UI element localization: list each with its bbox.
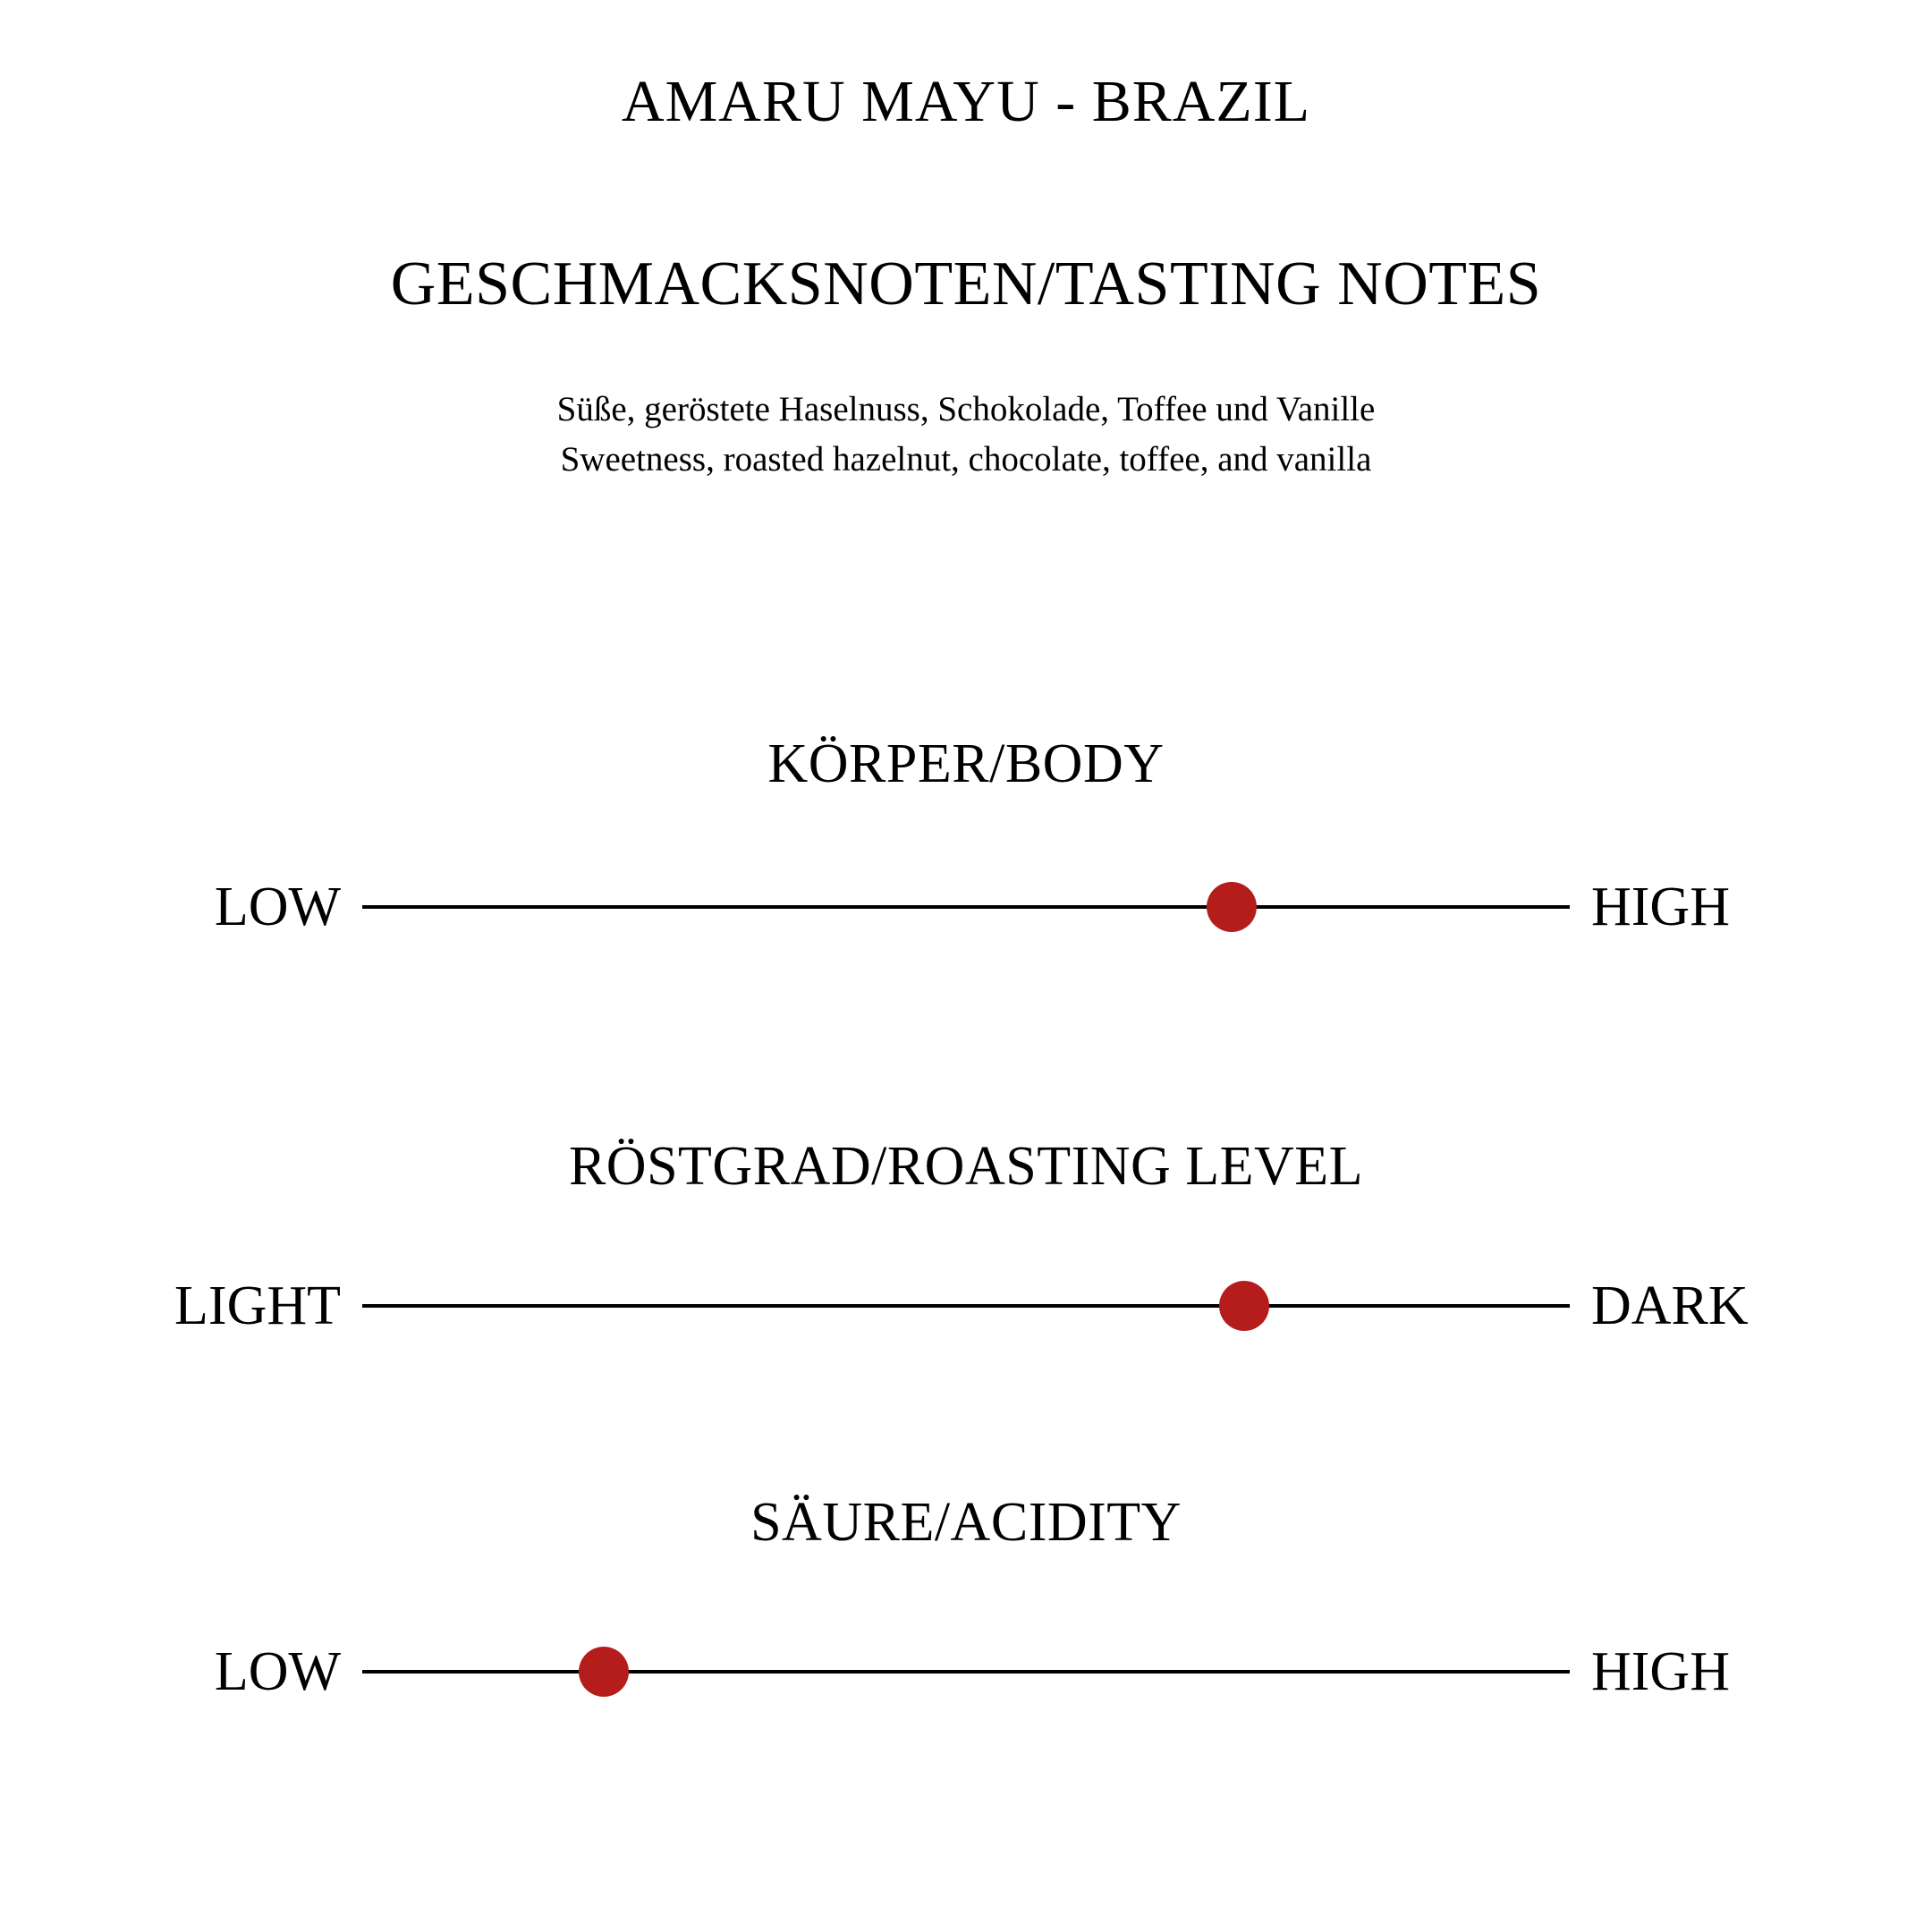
meter-body-left-label: LOW: [214, 877, 341, 938]
meter-roasting-level-row: [0, 1252, 1932, 1360]
page-title: AMARU MAYU - BRAZIL: [621, 69, 1311, 134]
meter-acidity-row: [0, 1618, 1932, 1725]
meter-body-row: [0, 853, 1932, 961]
tasting-notes: [0, 385, 1932, 486]
meter-acidity-track[interactable]: [362, 1618, 1570, 1725]
meter-acidity-right-label: HIGH: [1591, 1640, 1730, 1702]
meter-body-track[interactable]: [362, 853, 1570, 961]
meter-body-right-label: HIGH: [1591, 877, 1730, 938]
meter-roasting-level-marker[interactable]: [1219, 1281, 1269, 1331]
meter-body: [0, 733, 1932, 961]
meter-roasting-level: [0, 1136, 1932, 1360]
meter-roasting-level-label: RÖSTGRAD/ROASTING LEVEL: [568, 1136, 1364, 1198]
meter-acidity-left-label: LOW: [214, 1640, 341, 1702]
meter-roasting-level-track-line: [362, 1304, 1570, 1308]
section-title: GESCHMACKSNOTEN/TASTING NOTES: [390, 249, 1542, 318]
meter-acidity: [0, 1492, 1932, 1724]
tasting-notes-en: Sweetness, roasted hazelnut, chocolate, toffee, and vanilla: [560, 440, 1372, 479]
meter-acidity-label: SÄURE/ACIDITY: [750, 1492, 1182, 1554]
card-header: [0, 0, 1932, 486]
meter-roasting-level-left-label: LIGHT: [174, 1275, 341, 1337]
tasting-notes-de: Süße, geröstete Haselnuss, Schokolade, Toffee und Vanille: [556, 389, 1376, 428]
meter-body-marker[interactable]: [1207, 882, 1257, 932]
meters-group: [0, 733, 1932, 1725]
meter-acidity-track-line: [362, 1670, 1570, 1674]
meter-roasting-level-track[interactable]: [362, 1252, 1570, 1360]
meter-body-track-line: [362, 905, 1570, 909]
meter-roasting-level-right-label: DARK: [1591, 1275, 1749, 1337]
meter-body-label: KÖRPER/BODY: [767, 733, 1165, 794]
meter-acidity-marker[interactable]: [579, 1647, 629, 1697]
